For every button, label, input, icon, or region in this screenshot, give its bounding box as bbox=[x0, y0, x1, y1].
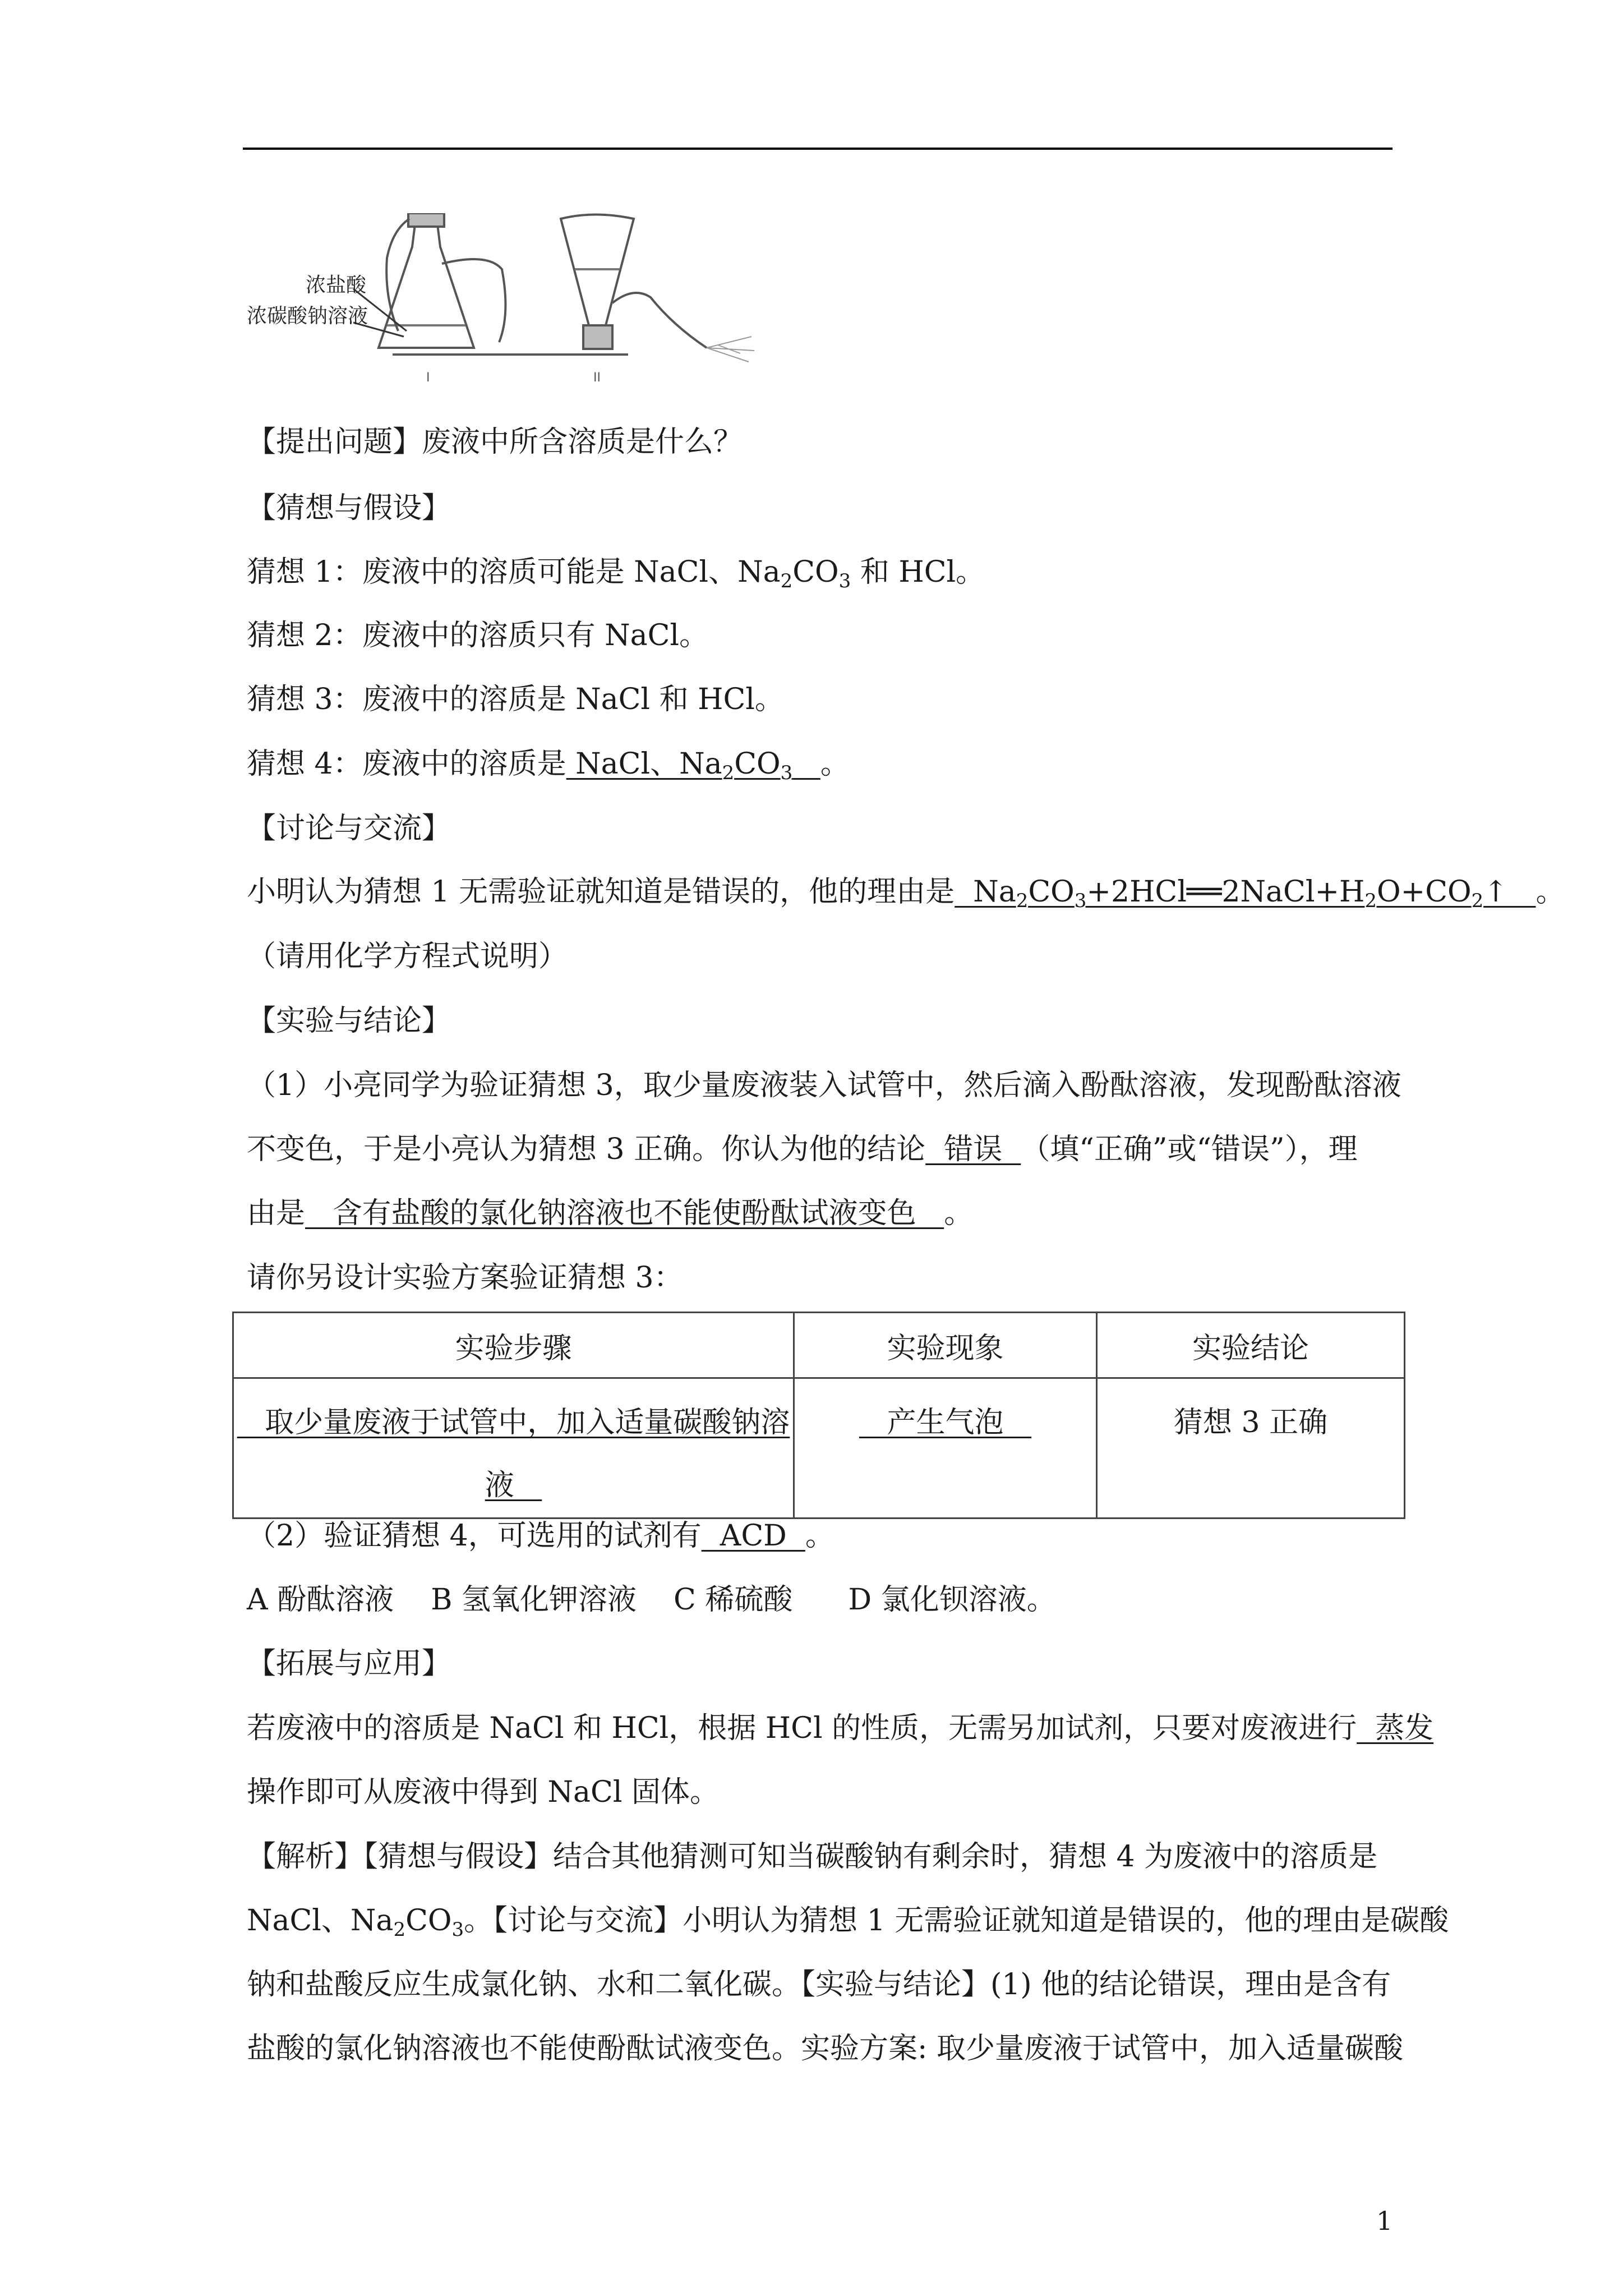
analysis-line-2: NaCl、$Na_2CO_3$。【讨论与交流】小明认为猜想 1 无需验证就知道是错误的，他的理由是碳酸 bbox=[247, 1904, 1449, 1941]
analysis-line-4: 盐酸的氯化钠溶液也不能使酚酞试液变色。实验方案: 取少量废液于试管中，加入适量碳酸 bbox=[247, 2032, 1404, 2065]
discussion-heading: 【讨论与交流】 bbox=[247, 812, 451, 845]
answer-reason: 含有盐酸的氯化钠溶液也不能使酚酞试液变色 bbox=[305, 1197, 944, 1230]
question-line: 【提出问题】废液中所含溶质是什么？ bbox=[247, 425, 743, 459]
header-steps: 实验步骤 bbox=[233, 1313, 794, 1378]
answer-equation: $Na_2CO_3+2HCl══2NaCl+H_2O+CO_2↑$ bbox=[955, 875, 1536, 912]
experiment-heading: 【实验与结论】 bbox=[247, 1004, 451, 1038]
flask-one bbox=[379, 224, 474, 348]
experiment-table bbox=[232, 1312, 1405, 1519]
experiment-1-line-1: （1）小亮同学为验证猜想 3，取少量废液装入试管中，然后滴入酚酞溶液，发现酚酞溶液 bbox=[247, 1069, 1401, 1102]
answer-evaporate: 蒸发 bbox=[1357, 1711, 1434, 1745]
table-row bbox=[233, 1378, 1405, 1519]
design-prompt: 请你另设计实验方案验证猜想 3： bbox=[247, 1261, 683, 1295]
extension-line-1: 若废液中的溶质是 NaCl 和 HCl，根据 HCl 的性质，无需另加试剂，只要对废液进行 蒸发 bbox=[247, 1711, 1434, 1745]
apparatus-figure bbox=[247, 213, 875, 393]
header-conclusion: 实验结论 bbox=[1097, 1313, 1405, 1378]
answer-hypothesis-4: NaCl、$Na_2CO_3$ bbox=[566, 747, 793, 784]
flask-two-tube bbox=[612, 293, 707, 348]
label-acid: 浓盐酸 bbox=[306, 274, 367, 297]
experiment-1-line-3: 由是 含有盐酸的氯化钠溶液也不能使酚酞试液变色 。 bbox=[247, 1197, 974, 1230]
answer-wrong: 错误 bbox=[925, 1133, 1021, 1166]
discussion-line: 小明认为猜想 1 无需验证就知道是错误的，他的理由是 $Na_2CO_3+2HCl══2NaCl+H_2O+CO_2↑$ 。 bbox=[247, 875, 1565, 912]
reagent-options: A 酚酞溶液 B 氢氧化钾溶液 C 稀硫酸 D 氯化钡溶液。 bbox=[247, 1583, 1056, 1617]
cell-conclusion: 猜想 3 正确 bbox=[1097, 1378, 1405, 1519]
hypothesis-2: 猜想 2：废液中的溶质只有 NaCl。 bbox=[247, 619, 709, 652]
hypothesis-1: 猜想 1：废液中的溶质可能是 NaCl、$Na_2CO_3$ 和 HCl。 bbox=[247, 555, 985, 592]
hypothesis-4: 猜想 4：废液中的溶质是 NaCl、$Na_2CO_3$ 。 bbox=[247, 747, 850, 784]
header-phenomenon: 实验现象 bbox=[794, 1313, 1097, 1378]
experiment-1-line-2: 不变色，于是小亮认为猜想 3 正确。你认为他的结论 错误 （填“正确”或“错误”），理 bbox=[247, 1133, 1358, 1166]
header-rule bbox=[243, 148, 1393, 150]
discussion-note: （请用化学方程式说明） bbox=[247, 940, 568, 973]
extension-line-2: 操作即可从废液中得到 NaCl 固体。 bbox=[247, 1775, 719, 1809]
extension-heading: 【拓展与应用】 bbox=[247, 1647, 451, 1681]
analysis-line-3: 钠和盐酸反应生成氯化钠、水和二氧化碳。【实验与结论】(1) 他的结论错误，理由是含有 bbox=[247, 1968, 1391, 2001]
hypothesis-heading: 【猜想与假设】 bbox=[247, 491, 451, 525]
label-carbonate: 浓碳酸钠溶液 bbox=[247, 305, 368, 328]
cell-steps: 取少量废液于试管中，加入适量碳酸钠溶 液 bbox=[233, 1378, 794, 1519]
page-number: 1 bbox=[1376, 2206, 1393, 2236]
label-fig-two: II bbox=[593, 371, 601, 385]
cell-phenomenon: 产生气泡 bbox=[794, 1378, 1097, 1519]
spray bbox=[707, 337, 754, 362]
flask-two-stopper bbox=[583, 325, 612, 349]
table-header-row bbox=[233, 1313, 1405, 1378]
flask-one-tube bbox=[442, 259, 505, 342]
hypothesis-3: 猜想 3：废液中的溶质是 NaCl 和 HCl。 bbox=[247, 683, 784, 716]
analysis-line-1: 【解析】【猜想与假设】结合其他猜测可知当碳酸钠有剩余时，猜想 4 为废液中的溶质是 bbox=[247, 1840, 1378, 1874]
experiment-2-line: （2）验证猜想 4，可选用的试剂有 ACD 。 bbox=[247, 1519, 834, 1553]
answer-reagents: ACD bbox=[701, 1519, 805, 1553]
label-fig-one: I bbox=[426, 371, 430, 385]
flask-one-stopper bbox=[408, 213, 444, 227]
